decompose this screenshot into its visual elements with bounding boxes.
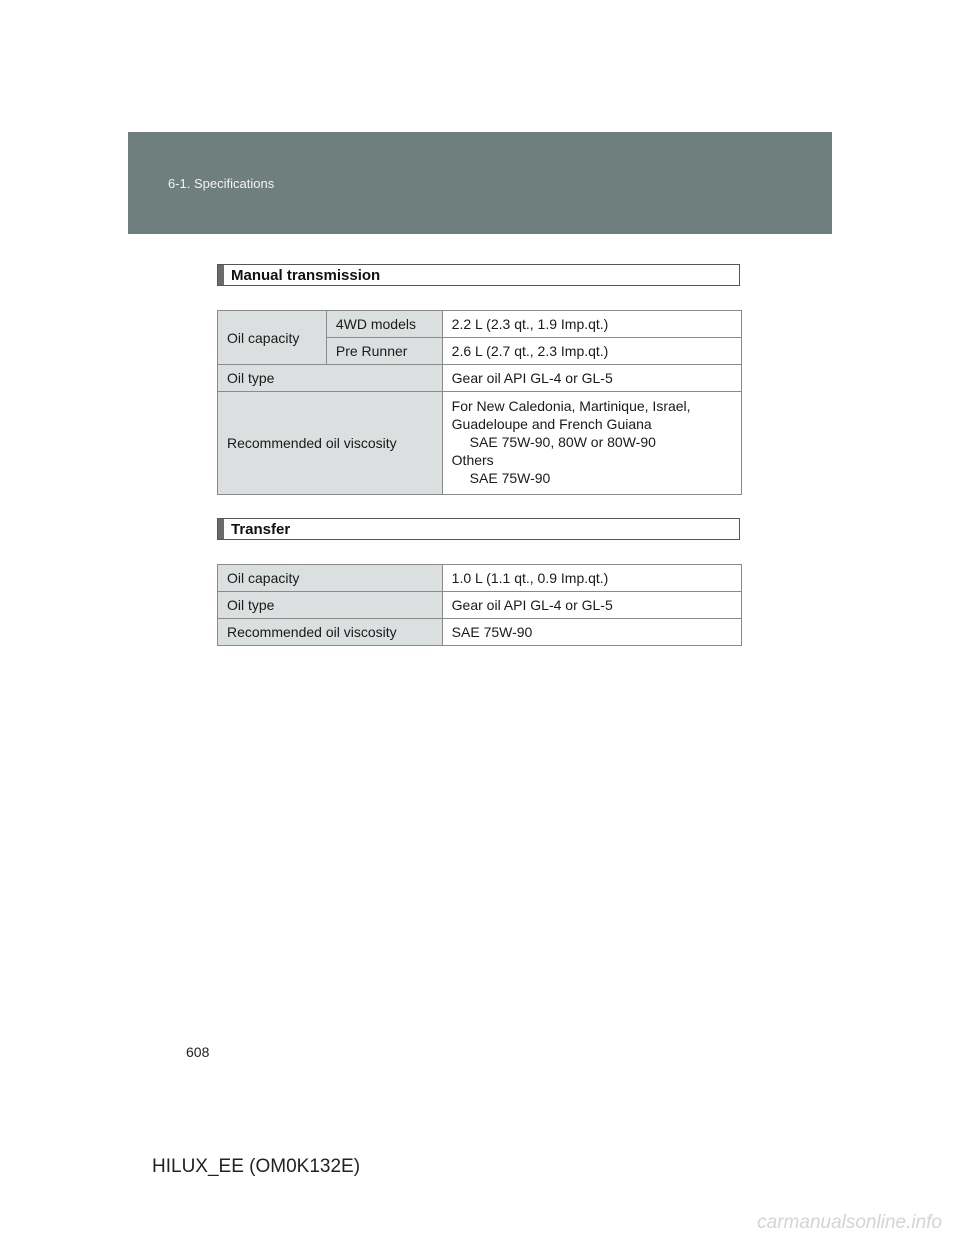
oil-type-label: Oil type [218,365,443,392]
model-prerunner-label: Pre Runner [326,338,442,365]
transfer-viscosity-value: SAE 75W-90 [442,619,741,646]
transfer-oil-type-value: Gear oil API GL-4 or GL-5 [442,592,741,619]
heading-label: Manual transmission [231,267,381,284]
oil-capacity-label: Oil capacity [218,311,327,365]
oil-type-value: Gear oil API GL-4 or GL-5 [442,365,741,392]
document-id: HILUX_EE (OM0K132E) [152,1156,361,1177]
transfer-oil-capacity-label: Oil capacity [218,565,443,592]
heading-bar [218,265,224,285]
model-4wd-value: 2.2 L (2.3 qt., 1.9 Imp.qt.) [442,311,741,338]
transfer-heading [217,518,740,540]
heading-bar [218,519,224,539]
table-row [218,619,742,646]
viscosity-label: Recommended oil viscosity [218,392,443,495]
watermark: carmanualsonline.info [757,1212,942,1233]
heading-label: Transfer [231,521,291,538]
table-row [218,392,742,495]
manual-transmission-heading [217,264,740,286]
viscosity-line: SAE 75W-90, 80W or 80W-90 [469,434,656,450]
page-number: 608 [186,1044,210,1060]
transfer-viscosity-label: Recommended oil viscosity [218,619,443,646]
model-4wd-label: 4WD models [326,311,442,338]
viscosity-line: Guadeloupe and French Guiana [451,416,652,432]
viscosity-line: Others [451,452,494,468]
viscosity-line: For New Caledonia, Martinique, Israel, [451,398,691,414]
section-title: 6-1. Specifications [168,176,275,191]
table-row [218,365,742,392]
table-row [218,311,742,338]
viscosity-line: SAE 75W-90 [469,470,551,486]
viscosity-value [442,392,741,495]
model-prerunner-value: 2.6 L (2.7 qt., 2.3 Imp.qt.) [442,338,741,365]
transfer-table [217,564,742,646]
manual-transmission-table [217,310,742,495]
transfer-oil-capacity-value: 1.0 L (1.1 qt., 0.9 Imp.qt.) [442,565,741,592]
header-band [128,132,832,234]
table-row [218,592,742,619]
transfer-oil-type-label: Oil type [218,592,443,619]
table-row [218,565,742,592]
